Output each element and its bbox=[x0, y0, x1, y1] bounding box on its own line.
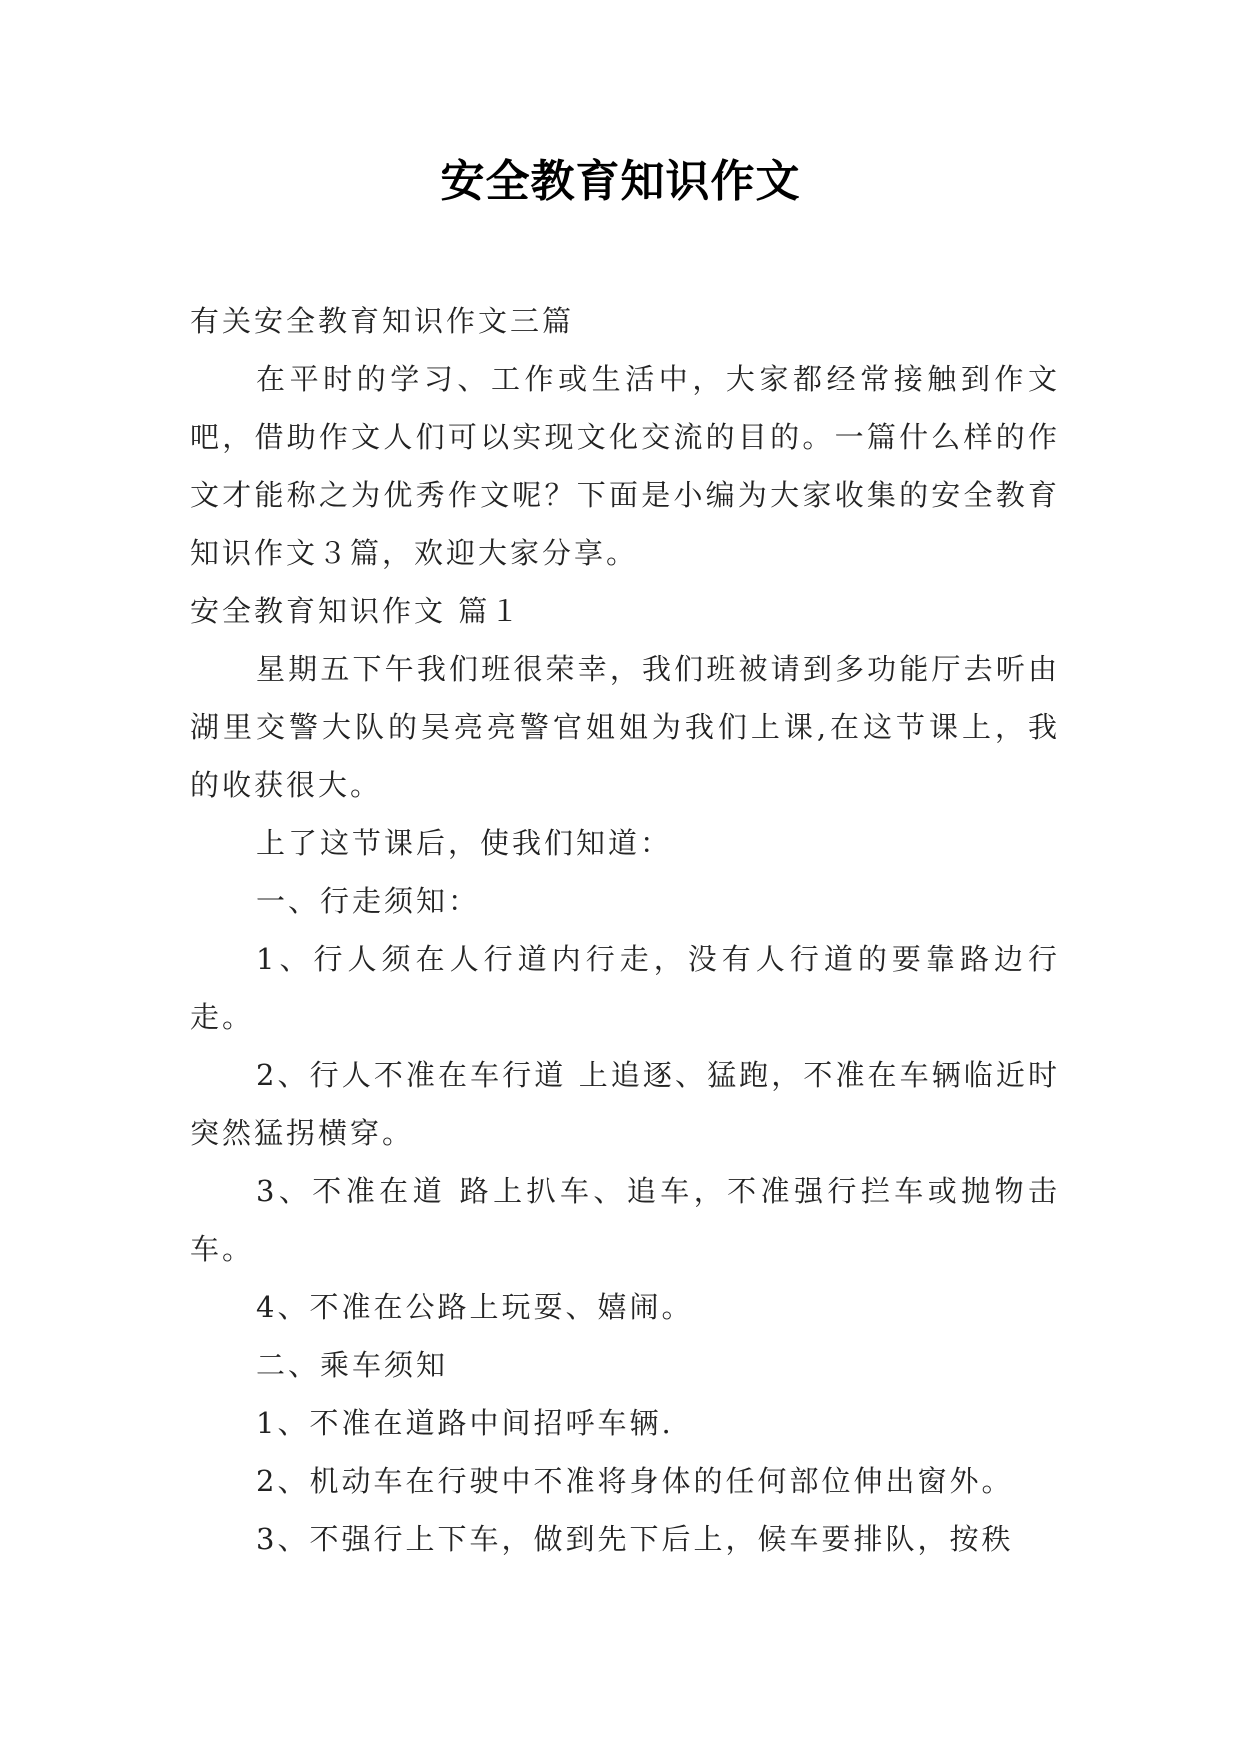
paragraph: 1、行人须在人行道内行走，没有人行道的要靠路边行走。 bbox=[190, 942, 1060, 1034]
paragraph: 2、行人不准在车行道 上追逐、猛跑，不准在车辆临近时突然猛拐横穿。 bbox=[190, 1058, 1060, 1150]
paragraph: 3、不准在道 路上扒车、追车，不准强行拦车或抛物击车。 bbox=[190, 1174, 1060, 1266]
paragraph: 有关安全教育知识作文三篇 bbox=[190, 304, 575, 338]
paragraph: 一、行走须知： bbox=[256, 884, 481, 918]
document-body bbox=[190, 292, 1060, 1568]
paragraph: 2、机动车在行驶中不准将身体的任何部位伸出窗外。 bbox=[256, 1464, 1014, 1498]
paragraph: 1、不准在道路中间招呼车辆. bbox=[256, 1406, 674, 1440]
paragraph: 在平时的学习、工作或生活中，大家都经常接触到作文吧，借助作文人们可以实现文化交流的目的。一篇什么样的作文才能称之为优秀作文呢？下面是小编为大家收集的安全教育知识作文３篇，欢迎大家分享。 bbox=[190, 362, 1060, 570]
paragraph: 安全教育知识作文 篇１ bbox=[190, 594, 523, 628]
paragraph: 4、不准在公路上玩耍、嬉闹。 bbox=[256, 1290, 694, 1324]
paragraph: 二、乘车须知 bbox=[256, 1348, 449, 1382]
document-title: 安全教育知识作文 bbox=[440, 156, 801, 207]
paragraph: 上了这节课后，使我们知道： bbox=[256, 826, 673, 860]
paragraph: 3、不强行上下车，做到先下后上，候车要排队，按秩 bbox=[256, 1522, 1014, 1556]
paragraph: 星期五下午我们班很荣幸，我们班被请到多功能厅去听由湖里交警大队的吴亮亮警官姐姐为我们上课,在这节课上，我的收获很大。 bbox=[190, 652, 1060, 802]
